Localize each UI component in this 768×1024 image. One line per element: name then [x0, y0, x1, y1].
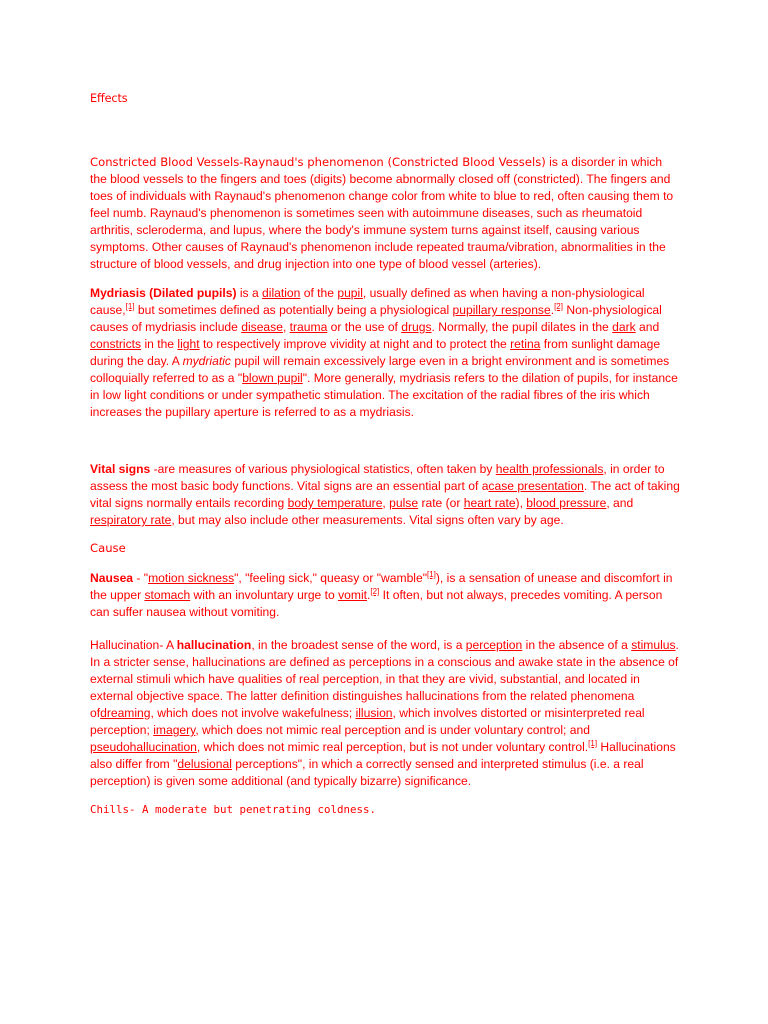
- raynaud-body: is a disorder in which the blood vessels to the fingers and toes (digits) become abnormally closed off (constricted). The fingers and toes of individuals with Raynaud's phenomenon change color from white to blue to red, often causing them to feel numb. Raynaud's phenomenon is sometimes seen with autoimmune diseases, such as rheumatoid arthritis, scleroderma, and lupus, where the body's immune system turns against itself, causing various symptoms. Other causes of Raynaud's phenomenon include repeated trauma/vibration, abnormalities in the structure of blood vessels, and drug injection into one type of blood vessel (arteries).: [90, 155, 674, 271]
- text: but sometimes defined as potentially being a physiological: [134, 303, 453, 317]
- text: ,: [282, 320, 290, 334]
- text: , which does not mimic real perception and is under voluntary control; and: [195, 723, 590, 737]
- ref-1[interactable]: [1]: [588, 738, 598, 748]
- text: in the: [141, 337, 178, 351]
- effects-heading: Effects: [90, 92, 128, 105]
- link-perception[interactable]: perception: [465, 638, 523, 652]
- text: . In a stricter sense, hallucinations are defined as perceptions in a conscious and awake state in the absence of external stimuli which have qualities of real perception, in that they are vivid, substantial, and located in external objective space. The latter definition distinguishes hallucinations from the related phenomena of: [90, 638, 679, 720]
- link-pulse[interactable]: pulse: [389, 496, 419, 510]
- text: rate (or: [418, 496, 464, 510]
- ref-2[interactable]: [2]: [370, 586, 380, 596]
- text: to respectively improve vividity at night and to protect the: [199, 337, 511, 351]
- ref-1[interactable]: [1]: [125, 301, 135, 311]
- link-pupillary-response[interactable]: pupillary response: [452, 303, 551, 317]
- link-pseudohallucination[interactable]: pseudohallucination: [90, 740, 197, 754]
- text: ". More generally, mydriasis refers to the dilation of pupils, for instance in low light conditions or under sympathetic stimulation. The excitation of the radial fibres of the iris which increases the pupillary aperture is referred to as a mydriasis.: [90, 371, 678, 419]
- link-trauma[interactable]: trauma: [289, 320, 328, 334]
- text: Non-physiological causes of mydriasis include: [90, 303, 662, 334]
- hallucination-paragraph: [90, 637, 682, 790]
- hallucination-term: hallucination: [176, 638, 252, 652]
- text: and: [635, 320, 660, 334]
- text: ,: [382, 496, 390, 510]
- link-motion-sickness[interactable]: motion sickness: [148, 571, 235, 585]
- text: or the use of: [327, 320, 402, 334]
- text: .: [550, 303, 555, 317]
- text: ), is a sensation of unease and discomfort in the upper: [90, 571, 673, 602]
- nausea-paragraph: [90, 570, 682, 621]
- link-stimulus[interactable]: stimulus: [631, 638, 676, 652]
- link-blown-pupil[interactable]: blown pupil: [242, 371, 303, 385]
- raynaud-paragraph: [90, 154, 682, 273]
- ref-1[interactable]: [1]: [427, 569, 436, 579]
- text: in the absence of a: [522, 638, 632, 652]
- link-body-temperature[interactable]: body temperature: [287, 496, 383, 510]
- link-constricts[interactable]: constricts: [90, 337, 142, 351]
- text: . Normally, the pupil dilates in the: [431, 320, 613, 334]
- link-case-presentation[interactable]: case presentation: [488, 479, 584, 493]
- link-imagery[interactable]: imagery: [153, 723, 196, 737]
- text: , in order to assess the most basic body functions. Vital signs are an essential part of a: [90, 462, 665, 493]
- text: . The act of taking vital signs normally entails recording: [90, 479, 680, 510]
- link-dark[interactable]: dark: [612, 320, 636, 334]
- text: of the: [300, 286, 338, 300]
- link-pupil[interactable]: pupil: [337, 286, 363, 300]
- hallucination-lead: Hallucination- A: [90, 638, 177, 652]
- vital-signs-term: Vital signs: [90, 462, 151, 476]
- text: , which does not involve wakefulness;: [150, 706, 356, 720]
- text: ),: [515, 496, 527, 510]
- link-heart-rate[interactable]: heart rate: [463, 496, 516, 510]
- text: is a: [236, 286, 263, 300]
- chills-line: Chills- A moderate but penetrating coldness.: [90, 803, 377, 816]
- ref-2[interactable]: [2]: [554, 301, 563, 311]
- text: It often, but not always, precedes vomiting. A person can suffer nausea without vomiting.: [90, 588, 663, 619]
- link-health-professionals[interactable]: health professionals: [495, 462, 604, 476]
- link-stomach[interactable]: stomach: [144, 588, 191, 602]
- text: , and: [606, 496, 634, 510]
- text: .: [367, 588, 371, 602]
- text: , usually defined as when having a non-physiological cause,: [90, 286, 645, 317]
- link-illusion[interactable]: illusion: [355, 706, 393, 720]
- link-retina[interactable]: retina: [510, 337, 541, 351]
- link-respiratory-rate[interactable]: respiratory rate: [90, 513, 172, 527]
- mydriatic-italic: mydriatic: [182, 354, 231, 368]
- text: perceptions", in which a correctly sensed and interpreted stimulus (i.e. a real perception) is given some additional (and typically bizarre) significance.: [90, 757, 644, 788]
- link-blood-pressure[interactable]: blood pressure: [526, 496, 607, 510]
- text: with an involuntary urge to: [190, 588, 339, 602]
- link-disease[interactable]: disease: [241, 320, 283, 334]
- text: ", "feeling sick," queasy or "wamble": [234, 571, 427, 585]
- link-vomit[interactable]: vomit: [338, 588, 367, 602]
- vital-signs-paragraph: [90, 461, 682, 529]
- text: Hallucinations also differ from ": [90, 740, 676, 771]
- link-delusional[interactable]: delusional: [177, 757, 232, 771]
- mydriasis-term: Mydriasis (Dilated pupils): [90, 286, 237, 300]
- link-light[interactable]: light: [177, 337, 200, 351]
- text: , in the broadest sense of the word, is a: [251, 638, 466, 652]
- link-dreaming[interactable]: dreaming: [100, 706, 151, 720]
- text: , which does not mimic real perception, but is not under voluntary control.: [196, 740, 589, 754]
- text: from sunlight damage during the day. A: [90, 337, 661, 368]
- text: -are measures of various physiological statistics, often taken by: [150, 462, 496, 476]
- nausea-term: Nausea: [90, 571, 134, 585]
- cause-heading: Cause: [90, 541, 126, 555]
- raynaud-lead: Constricted Blood Vessels-Raynaud's phenomenon (Constricted Blood Vessels): [90, 155, 546, 169]
- text: , but may also include other measurements. Vital signs often vary by age.: [171, 513, 564, 527]
- link-dilation[interactable]: dilation: [262, 286, 301, 300]
- mydriasis-paragraph: [90, 285, 682, 421]
- text: , which involves distorted or misinterpreted real perception;: [90, 706, 645, 737]
- link-drugs[interactable]: drugs: [401, 320, 432, 334]
- text: - ": [133, 571, 149, 585]
- text: pupil will remain excessively large even in a bright environment and is sometimes colloquially referred to as a ": [90, 354, 670, 385]
